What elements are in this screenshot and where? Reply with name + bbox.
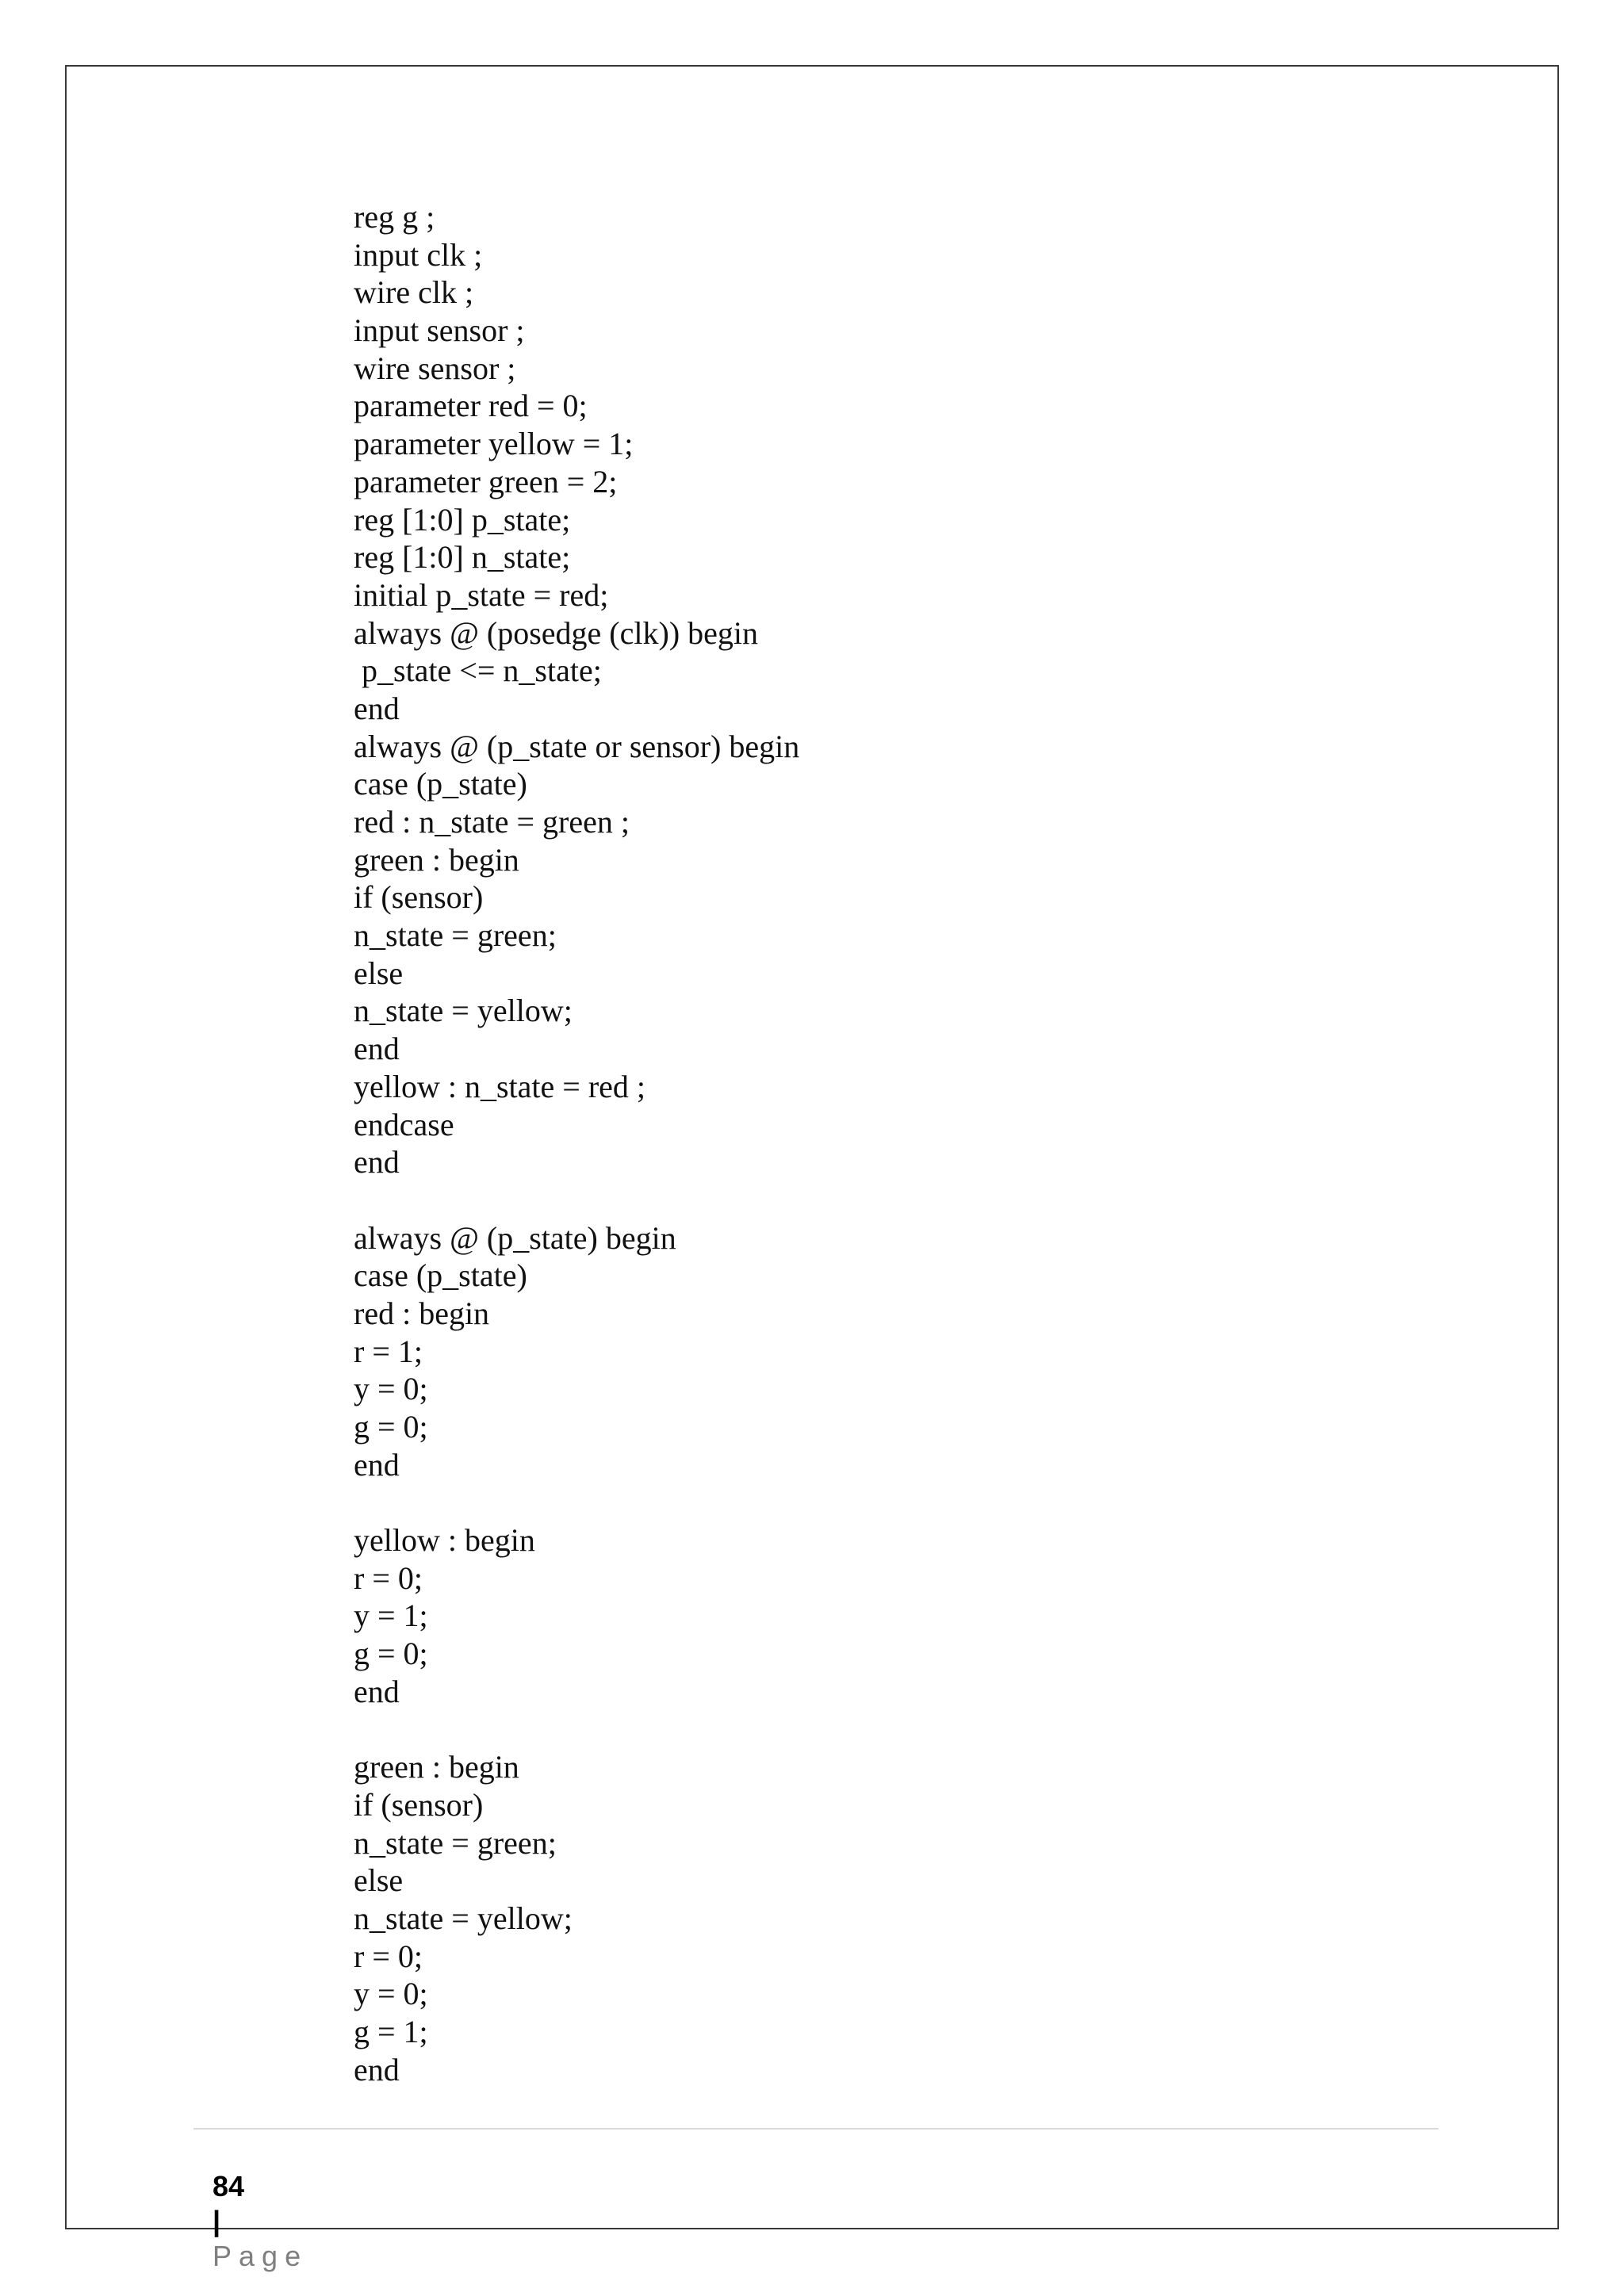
code-listing	[354, 198, 799, 2088]
code-line: reg [1:0] n_state;	[354, 539, 571, 576]
page-label: Page	[213, 2240, 308, 2272]
code-line: endcase	[354, 1106, 454, 1142]
code-line: input sensor ;	[354, 312, 525, 349]
code-line: green : begin	[354, 1749, 519, 1785]
code-line	[354, 1711, 799, 1749]
code-line: wire sensor ;	[354, 350, 516, 386]
page-border	[65, 65, 1559, 2229]
code-line: g = 0;	[354, 1636, 428, 1672]
code-line: parameter yellow = 1;	[354, 426, 634, 462]
code-line: g = 0;	[354, 1409, 428, 1445]
code-line: else	[354, 955, 404, 991]
page-number: 84	[213, 2170, 245, 2202]
code-line: end	[354, 1673, 400, 1709]
code-line: if (sensor)	[354, 879, 484, 916]
footer-separator: |	[213, 2205, 221, 2237]
code-line: always @ (p_state or sensor) begin	[354, 728, 800, 764]
code-line: yellow : n_state = red ;	[354, 1068, 646, 1104]
code-line: red : n_state = green ;	[354, 804, 630, 840]
code-line: end	[354, 1144, 400, 1181]
code-line: red : begin	[354, 1295, 490, 1331]
code-line: y = 0;	[354, 1976, 428, 2012]
code-line	[354, 1181, 799, 1219]
code-line: always @ (posedge (clk)) begin	[354, 614, 758, 651]
code-line: end	[354, 1446, 400, 1483]
code-line: n_state = green;	[354, 1824, 557, 1861]
footer-divider	[193, 2128, 1438, 2130]
code-line: y = 0;	[354, 1371, 428, 1407]
code-line: n_state = yellow;	[354, 993, 573, 1029]
code-line: g = 1;	[354, 2014, 428, 2049]
code-line	[354, 1483, 799, 1521]
code-line: end	[354, 1031, 400, 1067]
page-footer	[197, 2134, 308, 2274]
code-line: p_state <= n_state;	[354, 652, 602, 689]
code-line: case (p_state)	[354, 1257, 527, 1294]
code-line: if (sensor)	[354, 1786, 484, 1823]
code-line: yellow : begin	[354, 1522, 535, 1559]
code-line: parameter red = 0;	[354, 388, 588, 424]
code-line: r = 1;	[354, 1333, 423, 1369]
code-line: reg g ;	[354, 199, 435, 235]
code-line: end	[354, 2051, 400, 2087]
code-line: case (p_state)	[354, 766, 527, 802]
code-line: y = 1;	[354, 1598, 428, 1634]
code-line: n_state = yellow;	[354, 1900, 573, 1936]
code-line: always @ (p_state) begin	[354, 1219, 676, 1256]
code-line: reg [1:0] p_state;	[354, 501, 571, 538]
code-line: wire clk ;	[354, 274, 474, 311]
code-line: initial p_state = red;	[354, 576, 609, 613]
code-line: green : begin	[354, 841, 519, 878]
code-line: parameter green = 2;	[354, 463, 618, 499]
code-line: end	[354, 690, 400, 726]
code-line: r = 0;	[354, 1559, 423, 1596]
code-line: else	[354, 1862, 404, 1899]
code-line: input clk ;	[354, 236, 483, 273]
code-line: r = 0;	[354, 1938, 423, 1974]
code-line: n_state = green;	[354, 917, 557, 954]
